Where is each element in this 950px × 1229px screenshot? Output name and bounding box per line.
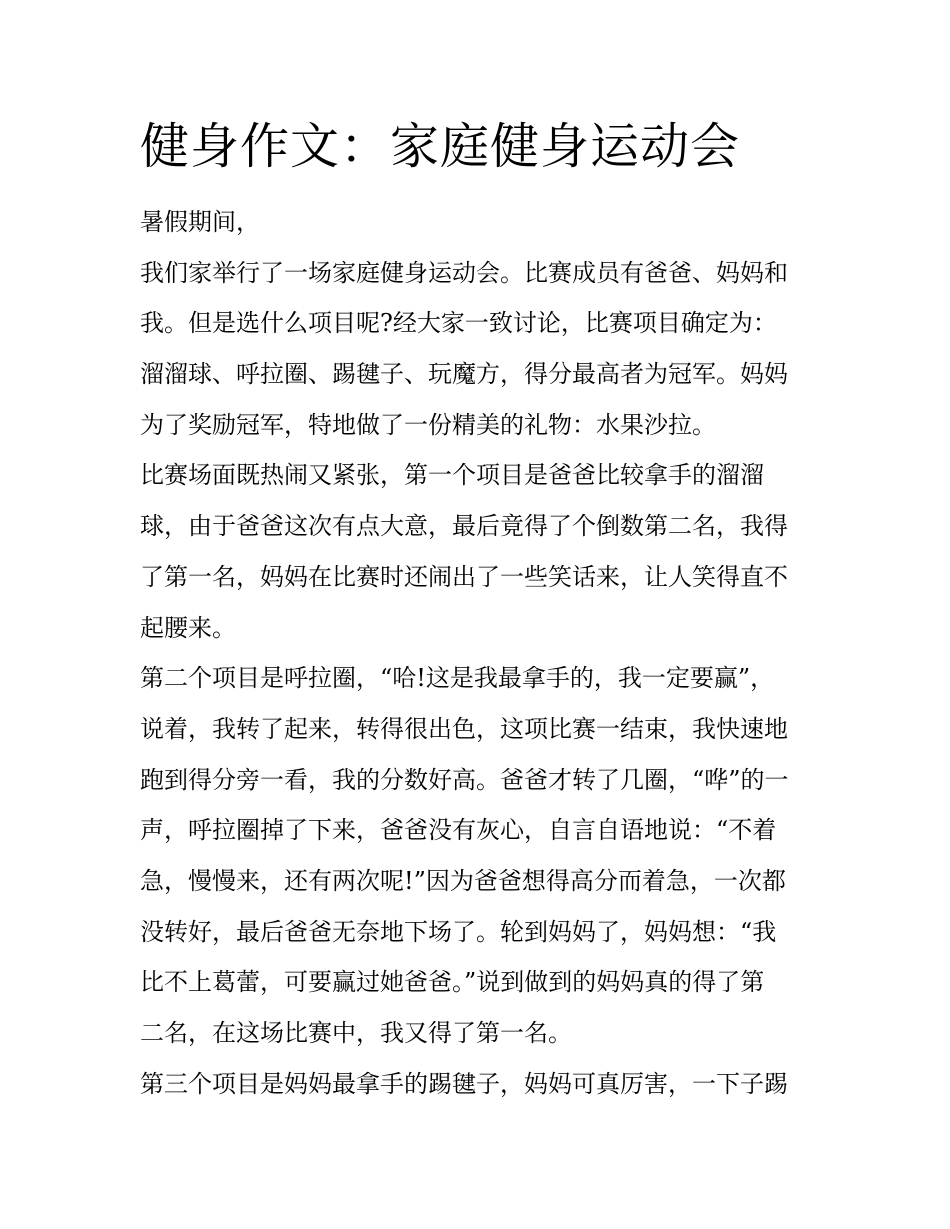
text-line: 没转好，最后爸爸无奈地下场了。轮到妈妈了，妈妈想：“我 <box>140 917 777 946</box>
text-line: 说着，我转了起来，转得很出色，这项比赛一结束，我快速地 <box>140 714 788 743</box>
text-line: 我们家举行了一场家庭健身运动会。比赛成员有爸爸、妈妈和 <box>140 258 788 287</box>
text-line: 第三个项目是妈妈最拿手的踢毽子，妈妈可真厉害，一下子踢 <box>140 1069 788 1098</box>
text-line: 球，由于爸爸这次有点大意，最后竟得了个倒数第二名，我得 <box>140 512 788 541</box>
text-line: 跑到得分旁一看，我的分数好高。爸爸才转了几圈，“哗”的一 <box>140 765 789 794</box>
text-line: 声，呼拉圈掉了下来，爸爸没有灰心，自言自语地说：“不着 <box>140 816 777 845</box>
document-body <box>140 197 820 1109</box>
text-line: 暑假期间， <box>140 208 260 236</box>
text-line: 第二个项目是呼拉圈，“哈!这是我最拿手的，我一定要赢”， <box>140 664 775 693</box>
text-line: 急，慢慢来，还有两次呢!”因为爸爸想得高分而着急，一次都 <box>140 866 786 895</box>
text-line: 为了奖励冠军，特地做了一份精美的礼物：水果沙拉。 <box>140 410 716 439</box>
text-line: 比赛场面既热闹又紧张，第一个项目是爸爸比较拿手的溜溜 <box>140 461 764 490</box>
text-line: 溜溜球、呼拉圈、踢毽子、玩魔方，得分最高者为冠军。妈妈 <box>140 360 788 389</box>
document-title: 健身作文：家庭健身运动会 <box>140 118 741 175</box>
text-line: 了第一名，妈妈在比赛时还闹出了一些笑话来，让人笑得直不 <box>140 562 788 591</box>
text-line: 比不上葛蕾，可要赢过她爸爸。”说到做到的妈妈真的得了第 <box>140 968 765 997</box>
text-line: 二名，在这场比赛中，我又得了第一名。 <box>140 1019 572 1047</box>
text-line: 我。但是选什么项目呢?经大家一致讨论，比赛项目确定为： <box>140 309 777 338</box>
text-line: 起腰来。 <box>140 613 236 642</box>
